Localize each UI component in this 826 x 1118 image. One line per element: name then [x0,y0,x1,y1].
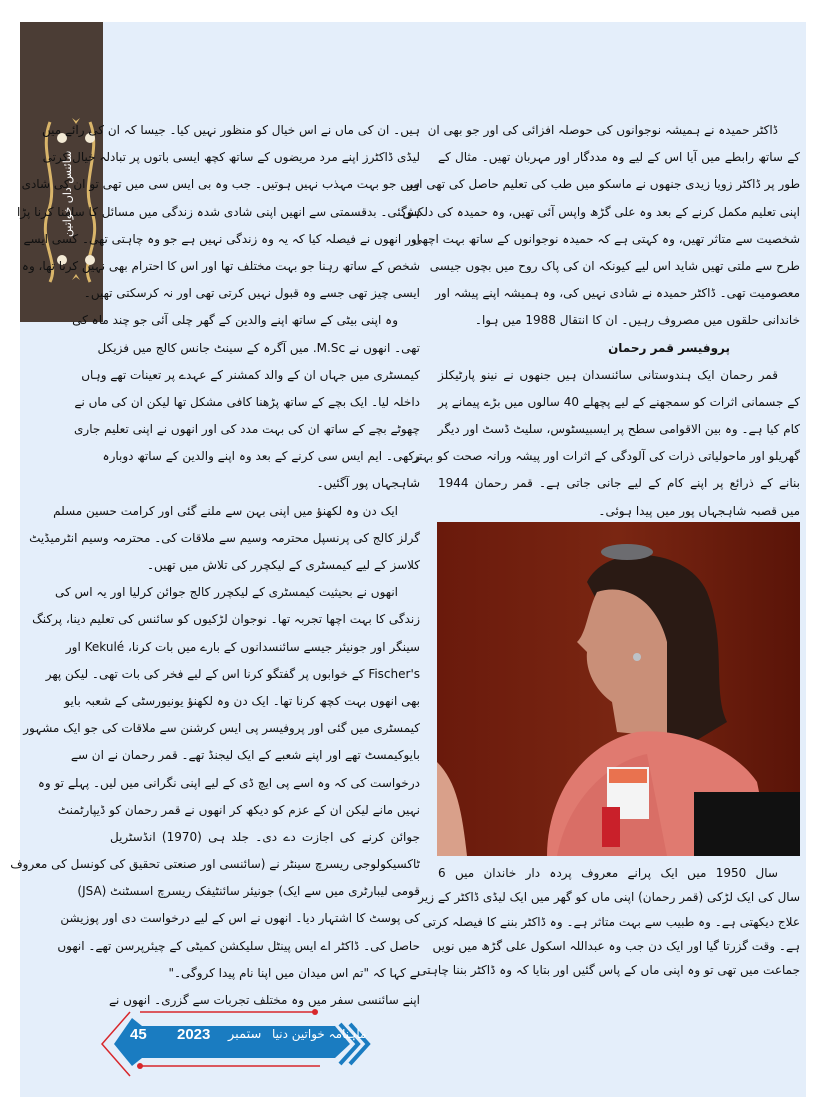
text-line: طور پر ڈاکٹر زویا زیدی جنھوں نے ماسکو میں طب کی تعلیم حاصل کی تھی اور [407,177,800,192]
text-line: گھریلو اور ماحولیاتی ذرات کی آلودگی کے اثرات اور پیشہ ورانہ صحت کو بہتر [412,449,800,464]
text-line: ہیں جو بہت مہذب نہیں ہوتیں۔ جب وہ بی ایس سی میں تھی تو ان کی شادی [21,177,420,192]
section-title: سائنس داں خواتین [61,150,74,238]
portrait-photo [437,522,800,856]
text-line: علاج دیکھتی ہے۔ وہ طبیب سے بہت متاثر ہے۔ وہ ڈاکٹر بننے کا فیصلہ کرتی [422,914,800,929]
text-line: بنانے کے ذرائع پر اپنے کام کے لیے جانی جاتی ہے۔ قمر رحمان 1944 [438,476,800,491]
text-line: حاصل کی۔ ڈاکٹر اے ایس پینٹل سلیکشن کمیٹی کے چیئرپرسن تھے۔ انھوں [57,938,420,953]
text-line: ایسی چیز تھی جسے وہ قبول نہیں کرتی تھی اور نہ کرسکتی تھیں۔ [83,286,420,301]
text-line: ایک دن وہ لکھنؤ میں اپنی بہن سے ملنے گئی اور کرامت حسین مسلم [53,503,398,518]
text-line: داخلہ لیا۔ ایک بچے کے ساتھ پڑھنا کافی مشکل تھا لیکن ان کی ماں نے [74,394,420,409]
text-line: سال 1950 میں ایک پرانے معروف پردہ دار خاندان میں 6 [438,866,778,880]
text-line: ٹاکسیکولوجی ریسرچ سینٹر نے (سائنسی اور صنعتی تحقیق کی کونسل کی معروف [10,857,420,872]
text-line: کے جسمانی اثرات کو سمجھنے کے لیے پچھلے 40 سالوں میں بڑے پیمانے پر [438,394,800,409]
text-line: زندگی کا بہت اچھا تجربہ تھا۔ نوجوان لڑکیوں کو سائنس کی تعلیم دینا، پرکنگ [32,612,420,627]
text-line: ہے۔ وقت گزرتا گیا اور ایک دن جب وہ عبداللہ اسکول علی گڑھ میں نویں [432,938,800,953]
text-line: کلاسز کے لیے کیمسٹری کے لیکچرر کی تلاش میں تھیں۔ [146,558,420,572]
text-line: کام کیا ہے۔ وہ بین الاقوامی سطح پر ایسبیسٹوس، سلیٹ ڈسٹ اور دیگر [437,422,800,437]
text-line: ہیں۔ ان کی ماں نے اس خیال کو منظور نہیں کیا۔ جیسا کہ ان کی رائے میں [41,123,420,137]
page-number: 45 [130,1026,147,1043]
text-line: میں قصبہ شاہجہاں پور میں پیدا ہوئی۔ [598,503,800,518]
text-line: لیڈی ڈاکٹرز اپنے مرد مریضوں کے ساتھ کچھ ایسی باتوں پر تبادلہ خیال کرتی [42,150,420,165]
text-line: ہوگئی۔ بدقسمتی سے انھیں اپنی شادی شدہ زندگی میں مسائل کا سامنا کرنا پڑا [17,204,420,219]
photo-caption [417,861,800,982]
text-line: خاندانی حلقوں میں مصروف رہیں۔ ان کا انتقال 1988 میں ہوا۔ [474,313,800,328]
text-line: تھی۔ انھوں نے M.Sc. میں آگرہ کے سینٹ جانس کالج میں فزیکل [97,340,420,355]
text-line: بھی انھوں بہت کچھ کرنا تھا۔ ایک دن وہ لکھنؤ یونیورسٹی کے شعبہ بایو [64,693,420,708]
right-text-column [402,117,800,525]
text-line: درخواست کی کہ وہ اسے پی ایچ ڈی کے لیے اپنی نگرانی میں لیں۔ پہلے تو وہ [37,775,420,790]
text-line: شخص کے ساتھ رہنا جو بہت مختلف تھا اور اس کا احترام بھی نہیں کرتا تھا، وہ [21,258,420,273]
text-line: شخصیت سے متاثر تھیں، وہ کہتی ہے کہ حمیدہ نوجوانوں کے ساتھ بہت اچھی [412,231,800,246]
text-line: چھوٹے بچے کے ساتھ ان کی بہت مدد کی اور انھوں نے اپنی تعلیم جاری [74,422,420,437]
text-line: کیمسٹری میں جہاں ان کے والد کمشنر کے عہدے پر تعینات تھے وہاں [81,367,420,382]
text-line: Fischer's کے خوابوں پر گفتگو کرنا اس کے لیے فخر کی بات تھی۔ لیکن پھر [45,666,420,681]
text-line: سینگر اور جونیئر جیسے سائنسدانوں کے بارے میں بات کرنا، Kekulé اور [65,639,420,654]
text-line: بایوکیمسٹ تھے اور اپنے شعبے کے ایک لیجنڈ تھے۔ قمر رحمان نے ان سے [70,748,420,763]
issue-month: ستمبر [228,1027,262,1042]
text-line: اپنے سائنسی سفر میں وہ مختلف تجربات سے گزری۔ انھوں نے [108,993,420,1007]
issue-year: 2023 [177,1026,211,1043]
section-heading: پروفیسر قمر رحمان [608,340,730,355]
footer-banner-icon [100,1008,380,1078]
text-line: رکھی۔ ایم ایس سی کرنے کے بعد وہ اپنے والدین کے ساتھ دوبارہ [102,449,420,464]
page-footer [100,1008,380,1078]
text-line: نے کہا کہ "تم اس میدان میں اپنا نام پیدا کروگی۔" [168,965,420,980]
magazine-name: ماہنامہ خواتین دنیا [272,1027,367,1041]
text-line: وہ اپنی بیٹی کے ساتھ اپنے والدین کے گھر چلی آئی جو چند ماہ کی [72,313,398,328]
text-line: نہیں مانے لیکن ان کے عزم کو دیکھ کر انھوں نے قمر رحمان کو ڈیپارٹمنٹ [57,802,420,817]
text-line: طرح سے ملتی تھیں شاید اس لیے کیونکہ ان کی پاک روح میں بچوں جیسی [429,258,800,273]
text-line: کی پوسٹ کا اشتہار دیا۔ انھوں نے اس کے لیے درخواست دی اور پوزیشن [60,911,420,926]
text-line: قومی لیبارٹری میں سے ایک) جونیئر سائنٹیفک ریسرچ اسسٹنٹ (JSA) [77,884,420,899]
text-line: اور انھوں نے فیصلہ کیا کہ یہ وہ زندگی نہیں ہے جو وہ چاہتی تھی۔ کسی ایسے [23,231,420,246]
text-line: جوائن کرنے کی اجازت دے دی۔ جلد ہی (1970) انڈسٹریل [110,829,420,844]
text-line: قمر رحمان ایک ہندوستانی سائنسدان ہیں جنھوں نے نینو پارٹیکلز [438,367,778,382]
text-line: جماعت میں تھی تو وہ اپنی ماں کے پاس گئیں اور بتایا کہ وہ ڈاکٹر بننا چاہتی [417,963,800,978]
text-line: اپنی تعلیم مکمل کرنے کے بعد وہ علی گڑھ واپس آئی تھیں، وہ حمیدہ کی دلکش [402,204,800,219]
text-line: معصومیت تھی۔ ڈاکٹر حمیدہ نے شادی نہیں کی، وہ ہمیشہ اپنے پیشہ اور [435,286,800,301]
text-line: کیمسٹری میں گئی اور پروفیسر پی ایس کرشنن سے ملاقات کی جو ایک مشہور [23,721,420,736]
text-line: گرلز کالج کی پرنسپل محترمہ وسیم سے ملاقات کی۔ محترمہ وسیم انٹرمیڈیٹ [29,530,420,545]
text-line: انھوں نے بحیثیت کیمسٹری کے لیکچرر کالج جوائن کرلیا اور یہ اس کی [55,585,398,600]
text-line: کے ساتھ رابطے میں آیا اس کے لیے وہ مددگار اور مہربان تھیں۔ مثال کے [438,150,800,165]
text-line: ڈاکٹر حمیدہ نے ہمیشہ نوجوانوں کی حوصلہ افزائی کی اور جو بھی ان [427,123,778,137]
text-line: سال کی ایک لڑکی (قمر رحمان) اپنی ماں کو گھر میں ایک لیڈی ڈاکٹر کے زیر [418,890,800,905]
text-line: شاہجہاں پور آگئیں۔ [316,476,420,491]
